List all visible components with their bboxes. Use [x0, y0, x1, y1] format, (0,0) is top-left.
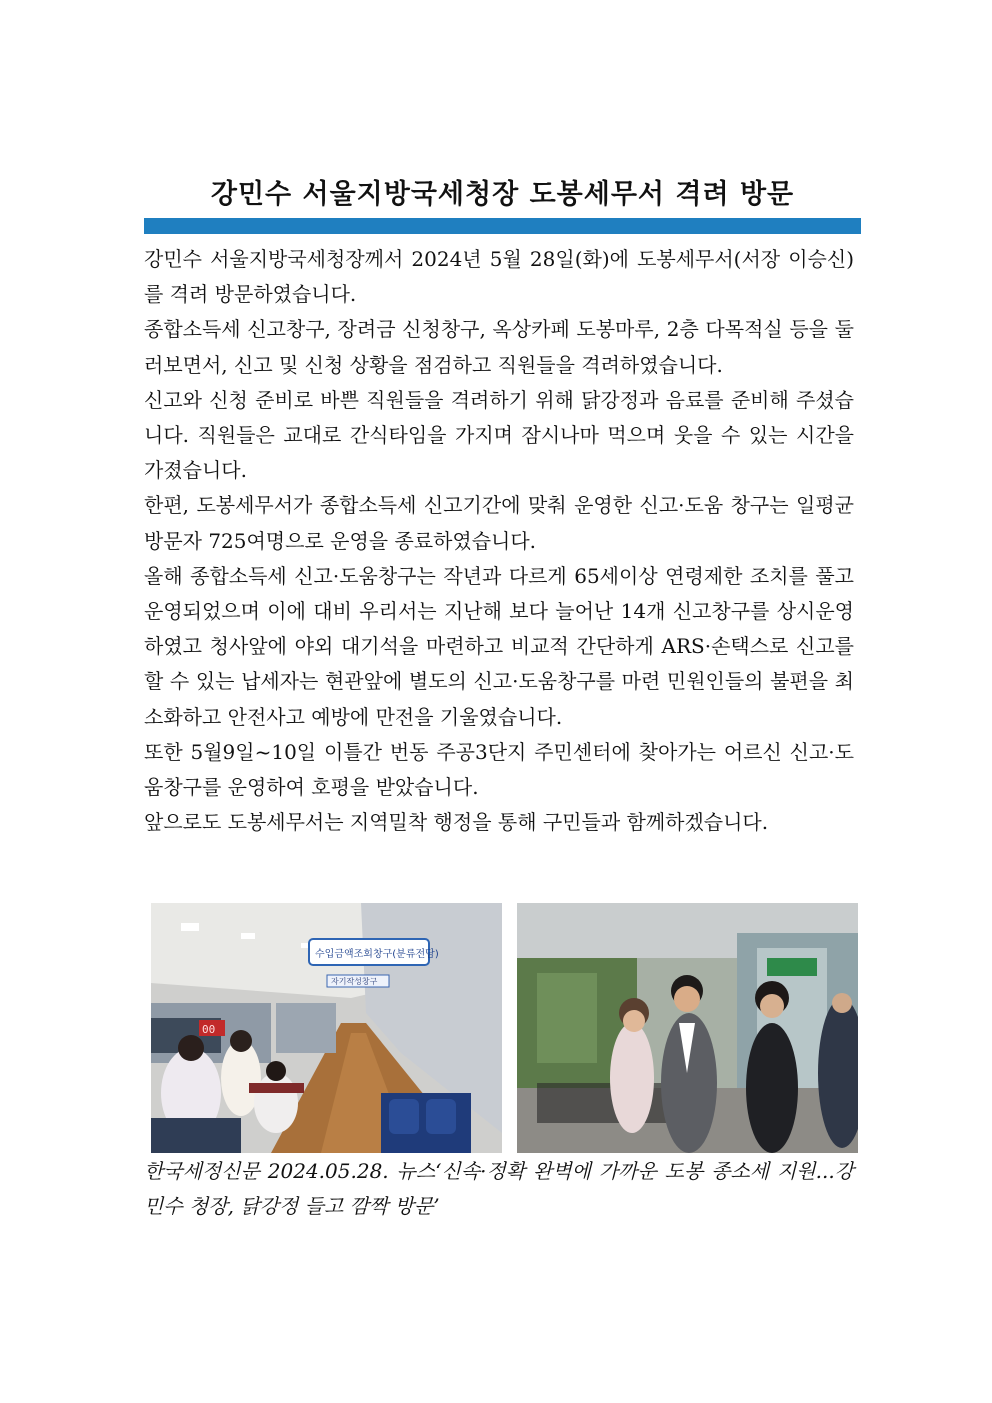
paragraph: 또한 5월9일~10일 이틀간 번동 주공3단지 주민센터에 찾아가는 어르신 신고·도움창구를 운영하여 호평을 받았습니다.: [144, 739, 854, 800]
document-title: 강민수 서울지방국세청장 도봉세무서 격려 방문: [210, 179, 795, 210]
counter-display-number: 00: [202, 1023, 216, 1036]
paragraph: 강민수 서울지방국세청장께서 2024년 5월 28일(화)에 도봉세무서(서장 이승신)를 격려 방문하였습니다.: [144, 247, 854, 307]
entrance-visit-illustration: [517, 903, 858, 1153]
paragraph: 종합소득세 신고창구, 장려금 신청창구, 옥상카페 도봉마루, 2층 다목적실 등을 둘러보면서, 신고 및 신청 상황을 점검하고 직원들을 격려하였습니다.: [144, 317, 854, 377]
paragraph: 신고와 신청 준비로 바쁜 직원들을 격려하기 위해 닭강정과 음료를 준비해 주셨습니다. 직원들은 교대로 간식타임을 가지며 잠시나마 먹으며 웃을 수 있는 시간을 가졌습니다.: [144, 387, 854, 483]
paragraph: 한편, 도봉세무서가 종합소득세 신고기간에 맞춰 운영한 신고·도움 창구는 일평균 방문자 725여명으로 운영을 종료하였습니다.: [144, 493, 854, 553]
sign-small-text: 자기작성창구: [331, 977, 378, 986]
photo-caption: 한국세정신문 2024.05.28. 뉴스‘신속·정확 완벽에 가까운 도봉 종소세 지원...강민수 청장, 닭강정 들고 깜짝 방문’: [144, 1159, 854, 1218]
sign-main-text: 수입금액조회창구(분류전담): [315, 949, 439, 960]
photo-row: [151, 903, 858, 1153]
paragraph: 올해 종합소득세 신고·도움창구는 작년과 다르게 65세이상 연령제한 조치를 풀고 운영되었으며 이에 대비 우리서는 지난해 보다 늘어난 14개 신고창구를 상시운영하였고 청사앞에 야외 대기석을 마련하고 비교적 간단하게 ARS·손택스로 신고를 할 수 있는 납세자는 현관앞에 별도의 신고·도움창구를 마련 민원인들의 불편을 최소화하고 안전사고 예방에 만전을 기울였습니다.: [144, 563, 854, 729]
office-interior-illustration: [151, 903, 502, 1153]
office-interior-photo: [151, 903, 502, 1153]
article-body: [144, 242, 854, 840]
entrance-visit-photo: [517, 903, 858, 1153]
paragraph: 앞으로도 도봉세무서는 지역밀착 행정을 통해 구민들과 함께하겠습니다.: [144, 810, 769, 835]
title-underline-bar: [144, 218, 861, 234]
